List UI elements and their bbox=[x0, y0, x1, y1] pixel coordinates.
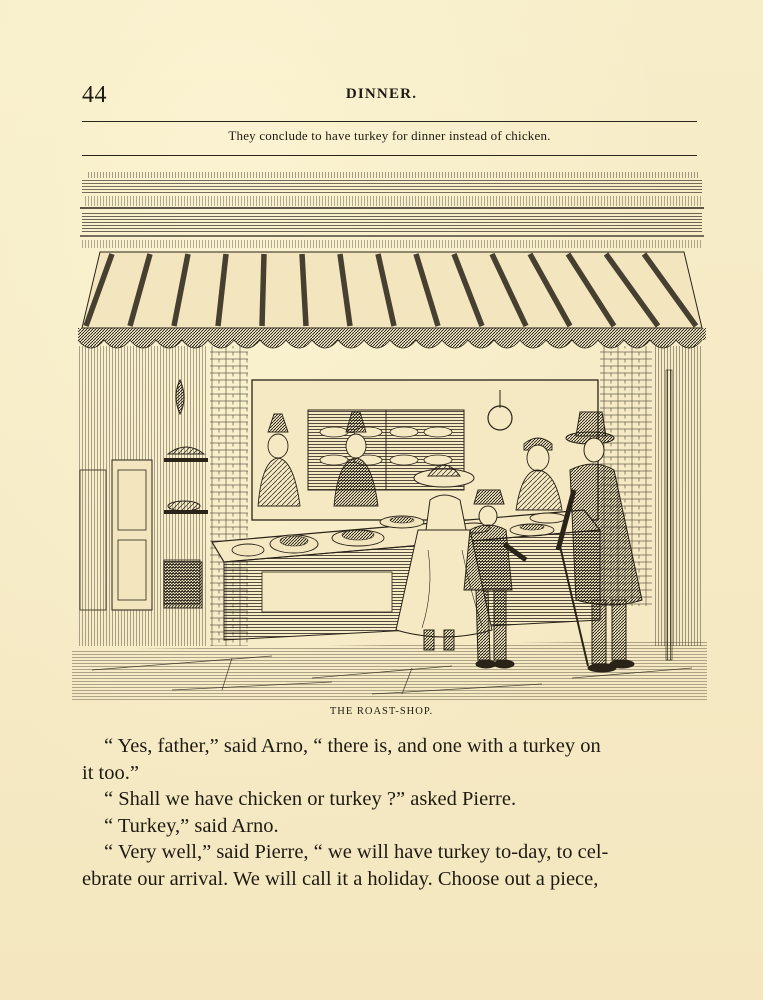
body-text bbox=[82, 733, 702, 892]
body-line: ebrate our arrival. We will call it a holiday. Choose out a piece, bbox=[82, 867, 599, 890]
body-line: “ Yes, father,” said Arno, “ there is, and one with a turkey on bbox=[104, 735, 601, 757]
running-title: DINNER. bbox=[345, 86, 418, 102]
illustration-caption: THE ROAST-SHOP. bbox=[329, 706, 434, 717]
body-line: it too.” bbox=[82, 761, 139, 784]
body-line: “ Very well,” said Pierre, “ we will have turkey to-day, to cel- bbox=[104, 841, 609, 863]
page-number: 44 bbox=[82, 82, 107, 108]
chapter-summary: They conclude to have turkey for dinner instead of chicken. bbox=[228, 128, 551, 143]
header-rule-bottom bbox=[82, 155, 697, 156]
body-line: “ Shall we have chicken or turkey ?” asked Pierre. bbox=[104, 788, 517, 810]
body-line: “ Turkey,” said Arno. bbox=[104, 814, 279, 837]
header-rule-top bbox=[82, 121, 697, 122]
roast-shop-engraving bbox=[72, 170, 707, 700]
